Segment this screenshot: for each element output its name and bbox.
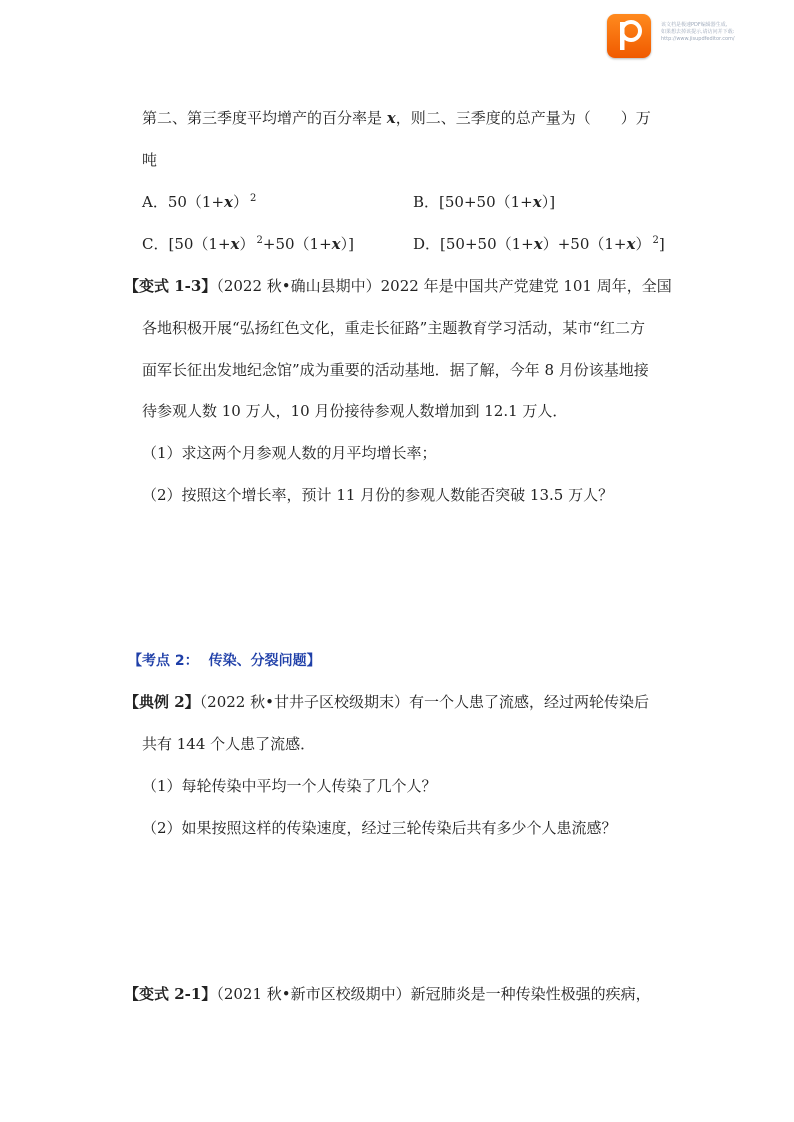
option-a: A．50（1+x） $^2$ (142, 193, 257, 211)
variant-tag: 【变式 1-3】 (124, 277, 217, 295)
sub-question-1: （1）每轮传染中平均一个人传染了几个人？ (142, 777, 437, 795)
variant-1-3-line: 各地积极开展“弘扬红色文化，重走长征路”主题教育学习活动，某市“红二方 (142, 319, 646, 337)
example-2-line: 共有 144 个人患了流感． (142, 735, 316, 753)
variant-1-3-line: 【变式 1-3】（2022 秋•确山县期中）2022 年是中国共产党建党 101 周年，全国 (124, 277, 672, 295)
sub-question-2: （2）如果按照这样的传染速度，经过三轮传染后共有多少个人患流感？ (142, 819, 617, 837)
watermark-link[interactable]: http://www.jisupdfeditor.com/ (661, 36, 735, 42)
variant-1-3-line: 待参观人数 10 万人，10 月份接待参观人数增加到 12.1 万人． (142, 402, 568, 420)
example-2-line: 【典例 2】（2022 秋•甘井子区校级期末）有一个人患了流感，经过两轮传染后 (124, 693, 649, 711)
example-tag: 【典例 2】 (124, 693, 200, 711)
question-source: （2022 秋•甘井子区校级期末） (199, 693, 409, 711)
question-stem-line: 第二、第三季度平均增产的百分率是 x，则二、三季度的总产量为（ ）万 (142, 109, 651, 127)
section-heading: 【考点 2： 传染、分裂问题】 (128, 653, 321, 669)
pdf-editor-logo (607, 14, 651, 58)
question-source: （2021 秋•新市区校级期中） (216, 985, 411, 1003)
question-source: （2022 秋•确山县期中） (216, 277, 381, 295)
variant-tag: 【变式 2-1】 (124, 985, 217, 1003)
option-c: C．[50（1+x） $^2$+50（1+x）] (142, 235, 354, 253)
watermark-text (661, 22, 781, 43)
watermark-line: 该文档是极速PDF编辑器生成, (661, 22, 728, 28)
option-d: D．[50+50（1+x）+50（1+x） $^2$] (413, 235, 665, 253)
sub-question-1: （1）求这两个月参观人数的月平均增长率； (142, 444, 437, 462)
p-letter-icon (607, 14, 651, 58)
option-b: B．[50+50（1+x）] (413, 193, 556, 211)
variant-1-3-line: 面军长征出发地纪念馆”成为重要的活动基地．据了解，今年 8 月份该基地接 (142, 361, 649, 379)
variant-2-1-line: 【变式 2-1】（2021 秋•新市区校级期中）新冠肺炎是一种传染性极强的疾病， (124, 985, 651, 1003)
question-stem-line: 吨 (142, 151, 158, 169)
watermark-line: 如果想去掉该提示,请访问并下载: (661, 29, 735, 35)
sub-question-2: （2）按照这个增长率，预计 11 月份的参观人数能否突破 13.5 万人？ (142, 486, 614, 504)
